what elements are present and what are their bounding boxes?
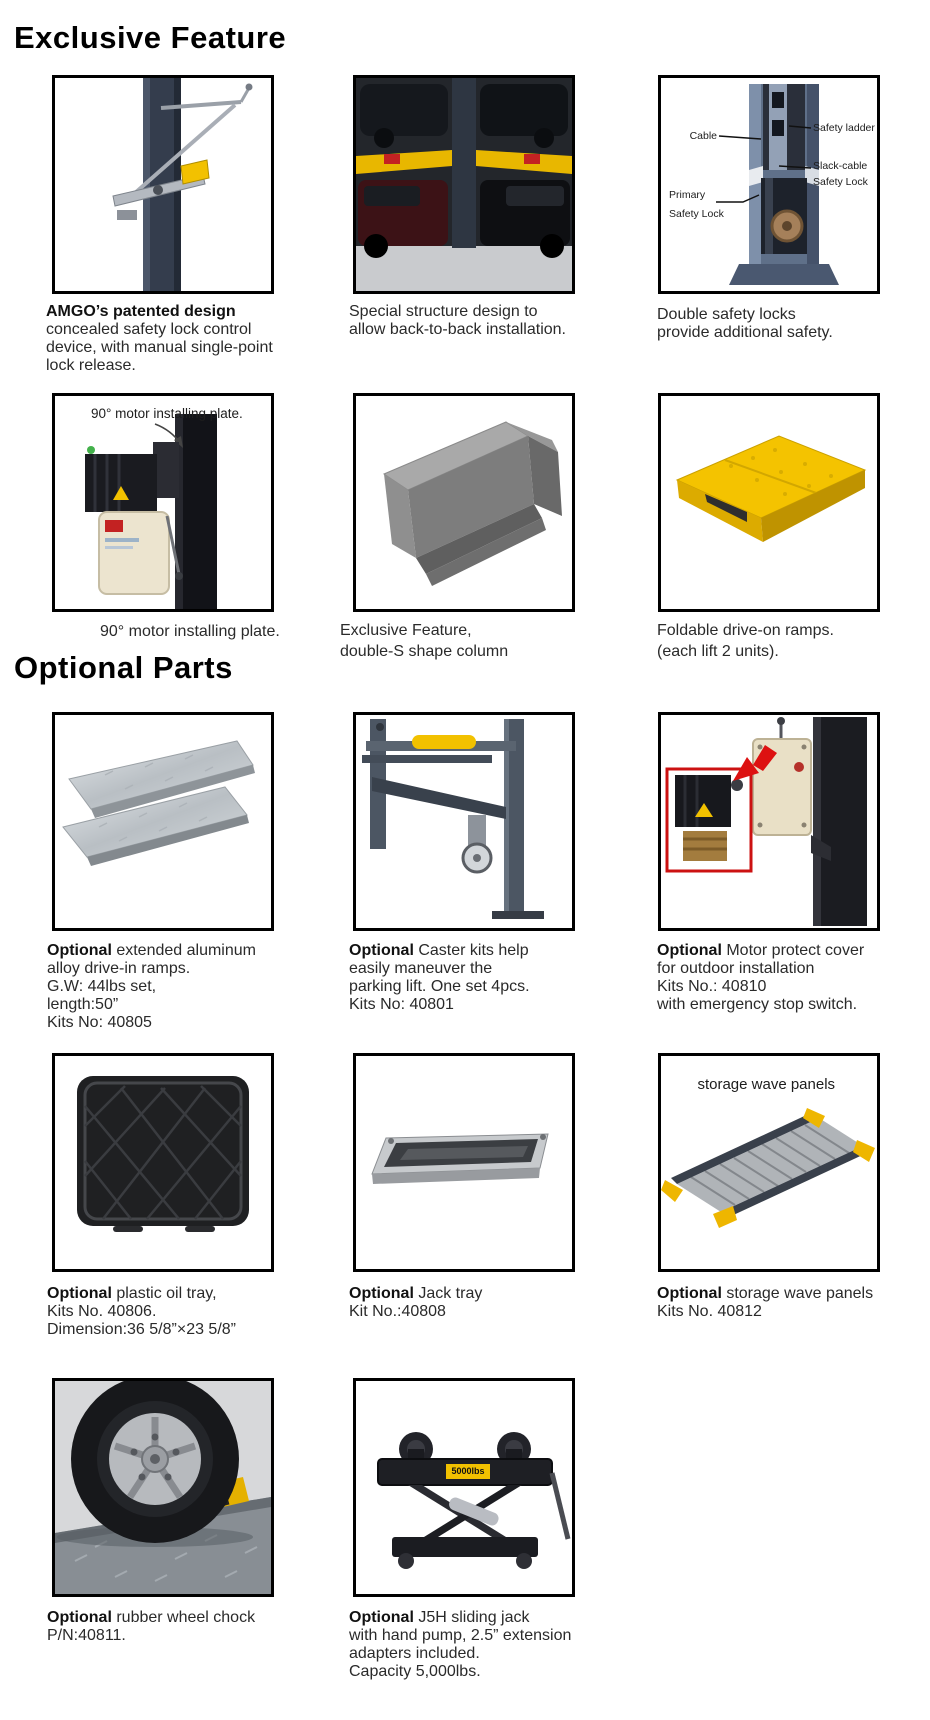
image-box-foldable-ramps (658, 393, 880, 612)
caption-motor-plate: 90° motor installing plate. (100, 623, 280, 640)
oil-tray-drawing (55, 1056, 271, 1269)
label-motor-installing-plate: 90° motor installing plate. (91, 406, 243, 421)
aluminum-ramps-drawing (55, 715, 271, 928)
sliding-jack-illustration (356, 1381, 572, 1594)
image-box-s-column (353, 393, 575, 612)
motor-plate-drawing (55, 396, 271, 609)
image-box-patented-lock (52, 75, 274, 294)
label-primary-safety-lock: Primary Safety Lock (669, 189, 724, 220)
image-box-motor-plate (52, 393, 274, 612)
caption-back-to-back: Special structure design to allow back-to-back installation. (349, 303, 566, 338)
caption-patented-lock: AMGO’s patented design concealed safety lock control device, with manual single-point lock release. (46, 303, 273, 374)
caption-wheel-chock: Optional rubber wheel chock P/N:40811. (47, 1609, 256, 1644)
caption-s-column: Exclusive Feature, double-S shape column (340, 622, 509, 660)
caption-jack-tray: Optional Jack tray Kit No.:40808 (349, 1285, 483, 1320)
jack-tray-drawing (356, 1056, 572, 1269)
image-box-sliding-jack (353, 1378, 575, 1597)
label-slack-cable-safety-lock: Slack-cable Safety Lock (813, 160, 868, 188)
caster-kit-illustration (356, 715, 572, 928)
caption-sliding-jack: Optional J5H sliding jack with hand pump, 2.5” extension adapters included. Capacity 5,000lbs. (349, 1609, 572, 1680)
image-box-wheel-chock (52, 1378, 274, 1597)
storage-wave-panels-illustration (661, 1056, 877, 1269)
patented-lock-illustration (55, 78, 271, 291)
image-box-back-to-back (353, 75, 575, 294)
image-box-caster-kit (353, 712, 575, 931)
section-title-exclusive-feature: Exclusive Feature (14, 20, 287, 55)
image-box-motor-cover (658, 712, 880, 931)
section-title-optional-parts: Optional Parts (14, 650, 233, 685)
aluminum-ramps-illustration (55, 715, 271, 928)
motor-cover-illustration (661, 715, 877, 928)
wheel-chock-drawing (55, 1381, 271, 1594)
image-box-jack-tray (353, 1053, 575, 1272)
s-column-illustration (356, 396, 572, 609)
foldable-ramps-illustration (661, 396, 877, 609)
s-column-drawing (356, 396, 572, 609)
patented-lock-drawing (55, 78, 271, 291)
image-box-aluminum-ramps (52, 712, 274, 931)
double-safety-locks-illustration (661, 78, 877, 291)
back-to-back-drawing (356, 78, 572, 291)
label-safety-ladder: Safety ladder (813, 122, 875, 134)
motor-cover-drawing (661, 715, 877, 928)
image-box-double-safety-locks (658, 75, 880, 294)
image-box-oil-tray (52, 1053, 274, 1272)
caption-double-safety-locks: Double safety locks provide additional safety. (657, 306, 833, 341)
foldable-ramps-drawing (661, 396, 877, 609)
label-jack-capacity: 5000lbs (451, 1466, 485, 1476)
caption-motor-cover: Optional Motor protect cover for outdoor installation Kits No.: 40810 with emergency stop switch. (657, 942, 865, 1013)
back-to-back-illustration (356, 78, 572, 291)
caption-foldable-ramps: Foldable drive-on ramps. (each lift 2 units). (657, 622, 834, 660)
caption-oil-tray: Optional plastic oil tray, Kits No. 40806. Dimension:36 5/8”×23 5/8” (47, 1285, 236, 1338)
label-cable: Cable (689, 130, 717, 142)
oil-tray-illustration (55, 1056, 271, 1269)
wheel-chock-illustration (55, 1381, 271, 1594)
caption-storage-wave-panels: Optional storage wave panels Kits No. 40812 (657, 1285, 874, 1320)
motor-plate-illustration (55, 396, 271, 609)
caption-aluminum-ramps: Optional extended aluminum alloy drive-in ramps. G.W: 44lbs set, length:50” Kits No: 40805 (47, 942, 256, 1031)
sliding-jack-drawing (356, 1381, 572, 1594)
label-storage-wave-panels: storage wave panels (697, 1076, 836, 1093)
image-box-storage-wave-panels (658, 1053, 880, 1272)
caster-kit-drawing (356, 715, 572, 928)
jack-tray-illustration (356, 1056, 572, 1269)
caption-caster-kit: Optional Caster kits help easily maneuver the parking lift. One set 4pcs. Kits No: 40801 (349, 942, 530, 1013)
